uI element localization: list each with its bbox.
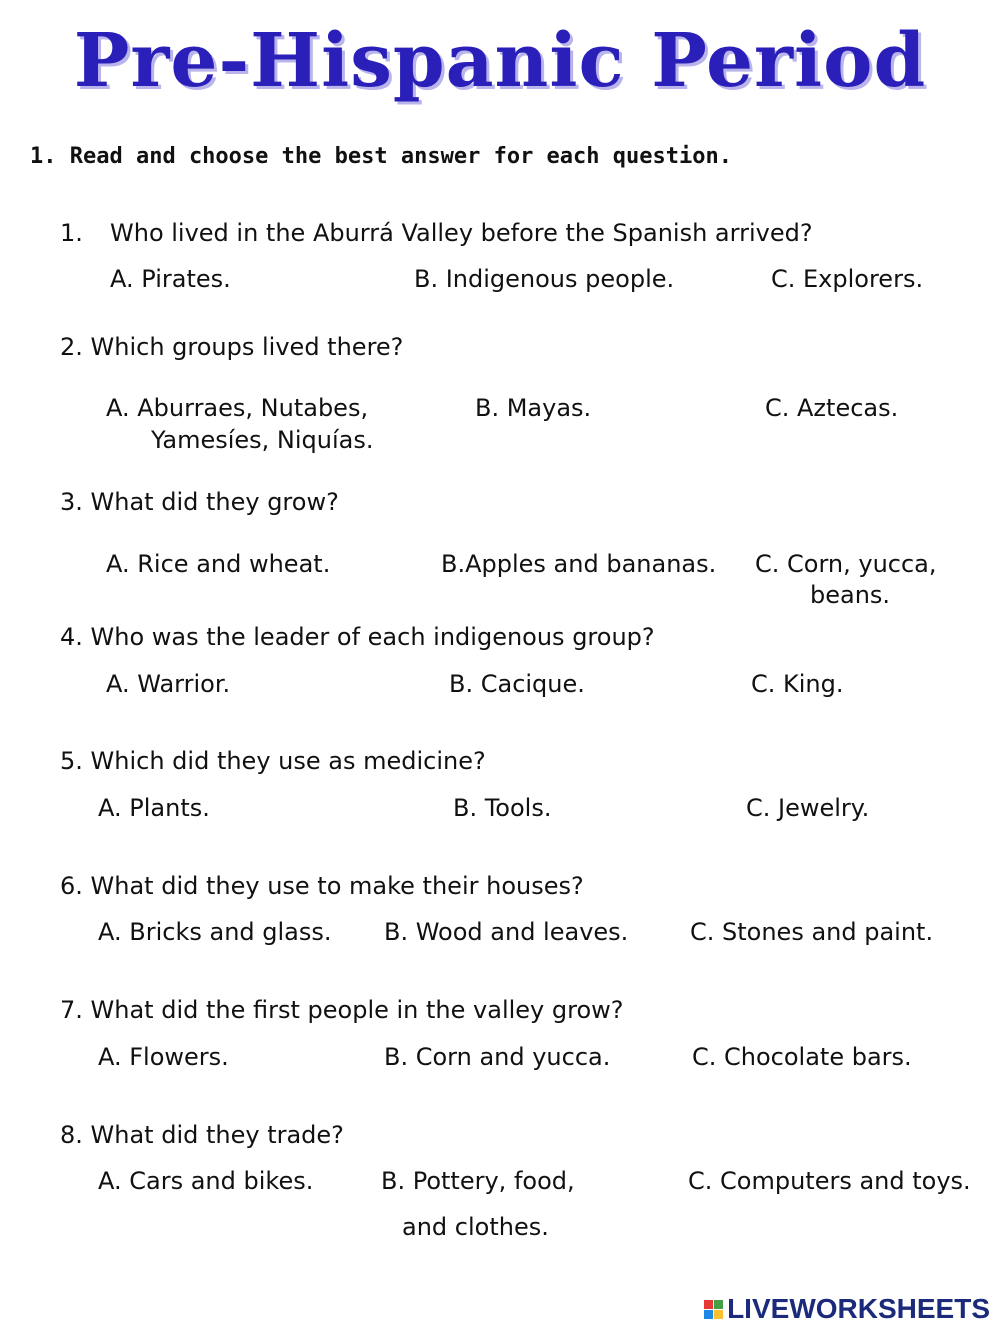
question-8-option-a[interactable]: A. Cars and bikes. [98, 1167, 314, 1195]
question-2-option-c[interactable]: C. Aztecas. [765, 394, 899, 422]
question-5-option-a[interactable]: A. Plants. [98, 794, 210, 822]
question-8-option-c[interactable]: C. Computers and toys. [688, 1167, 971, 1195]
question-8-option-b-line2[interactable]: and clothes. [402, 1213, 549, 1241]
liveworksheets-brand[interactable] [704, 1293, 990, 1325]
liveworksheets-logo-icon [704, 1300, 723, 1319]
logo-square-blue [704, 1310, 713, 1319]
question-5-option-b[interactable]: B. Tools. [453, 794, 552, 822]
logo-square-green [714, 1300, 723, 1309]
question-7-option-c[interactable]: C. Chocolate bars. [692, 1043, 912, 1071]
question-5-option-c[interactable]: C. Jewelry. [746, 794, 870, 822]
brand-name: LIVEWORKSHEETS [727, 1293, 990, 1324]
question-1-option-b[interactable]: B. Indigenous people. [414, 265, 675, 293]
question-2-option-b[interactable]: B. Mayas. [475, 394, 592, 422]
logo-square-yellow [714, 1310, 723, 1319]
logo-square-red [704, 1300, 713, 1309]
question-7-text: 7. What did the first people in the valley grow? [60, 996, 624, 1024]
question-4-option-b[interactable]: B. Cacique. [449, 670, 585, 698]
question-8-text: 8. What did they trade? [60, 1121, 344, 1149]
page-title: Pre-Hispanic Period [73, 18, 927, 104]
question-3-option-b[interactable]: B.Apples and bananas. [441, 550, 717, 578]
question-1-option-c[interactable]: C. Explorers. [771, 265, 924, 293]
question-3-text: 3. What did they grow? [60, 488, 339, 516]
question-3-option-c-line2[interactable]: beans. [810, 581, 891, 609]
question-4-option-c[interactable]: C. King. [751, 670, 844, 698]
question-2-text: 2. Which groups lived there? [60, 333, 404, 361]
question-1-number: 1. [60, 219, 83, 247]
question-6-option-b[interactable]: B. Wood and leaves. [384, 918, 629, 946]
question-6-option-c[interactable]: C. Stones and paint. [690, 918, 934, 946]
question-3-option-c[interactable]: C. Corn, yucca, [755, 550, 937, 578]
question-7-option-a[interactable]: A. Flowers. [98, 1043, 229, 1071]
question-3-option-a[interactable]: A. Rice and wheat. [106, 550, 331, 578]
question-2-option-a-line2[interactable]: Yamesíes, Niquías. [151, 426, 374, 454]
question-5-text: 5. Which did they use as medicine? [60, 747, 486, 775]
question-1-option-a[interactable]: A. Pirates. [110, 265, 231, 293]
question-4-text: 4. Who was the leader of each indigenous group? [60, 623, 655, 651]
question-6-option-a[interactable]: A. Bricks and glass. [98, 918, 332, 946]
question-7-option-b[interactable]: B. Corn and yucca. [384, 1043, 611, 1071]
question-2-option-a[interactable]: A. Aburraes, Nutabes, [106, 394, 369, 422]
question-8-option-b[interactable]: B. Pottery, food, [381, 1167, 575, 1195]
question-4-option-a[interactable]: A. Warrior. [106, 670, 231, 698]
question-6-text: 6. What did they use to make their houses? [60, 872, 584, 900]
question-1-text: Who lived in the Aburrá Valley before the Spanish arrived? [110, 219, 813, 247]
instruction-heading: 1. Read and choose the best answer for each question. [30, 144, 732, 169]
